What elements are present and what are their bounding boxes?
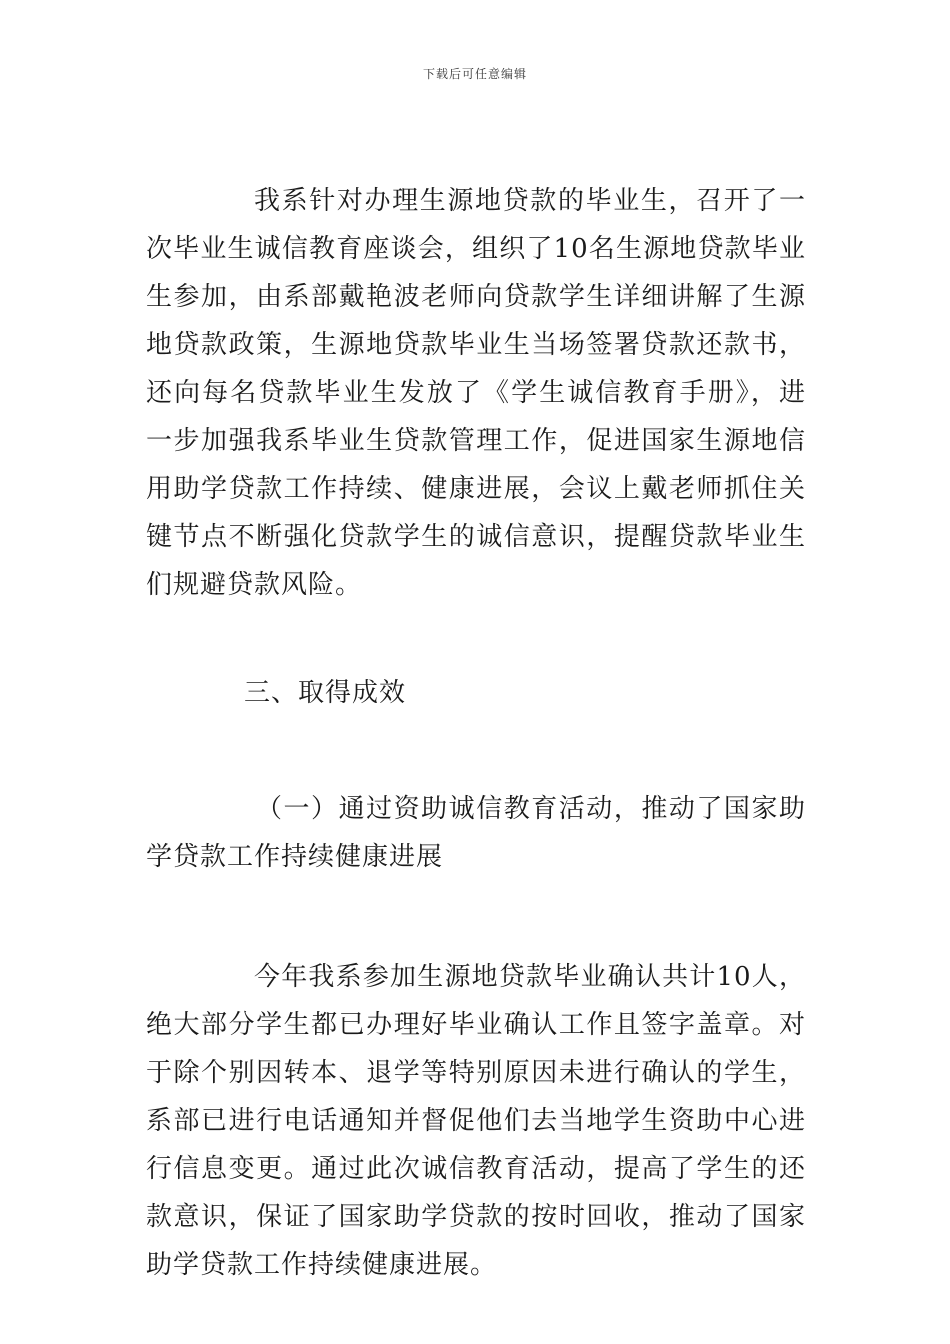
paragraph-spacer <box>146 881 806 953</box>
page-header: 下载后可任意编辑 <box>422 67 527 81</box>
paragraph-spacer <box>146 609 806 669</box>
body-paragraph-results: 今年我系参加生源地贷款毕业确认共计10人，绝大部分学生都已办理好毕业确认工作且签字盖章。对于除个别因转本、退学等特别原因未进行确认的学生，系部已进行电话通知并督促他们去当地学生资助中心进行信息变更。通过此次诚信教育活动，提高了学生的还款意识，保证了国家助学贷款的按时回收，推动了国家助学贷款工作持续健康进展。 <box>146 962 806 1280</box>
subsection-heading: （一）通过资助诚信教育活动，推动了国家助学贷款工作持续健康进展 <box>146 794 806 872</box>
section-heading: 三、取得成效 <box>244 678 407 708</box>
document-body <box>146 177 806 1289</box>
paragraph-spacer <box>146 717 806 785</box>
body-paragraph-meeting: 我系针对办理生源地贷款的毕业生，召开了一次毕业生诚信教育座谈会，组织了10名生源地贷款毕业生参加，由系部戴艳波老师向贷款学生详细讲解了生源地贷款政策，生源地贷款毕业生当场签署贷款还款书，还向每名贷款毕业生发放了《学生诚信教育手册》，进一步加强我系毕业生贷款管理工作，促进国家生源地信用助学贷款工作持续、健康进展，会议上戴老师抓住关键节点不断强化贷款学生的诚信意识，提醒贷款毕业生们规避贷款风险。 <box>146 186 806 600</box>
